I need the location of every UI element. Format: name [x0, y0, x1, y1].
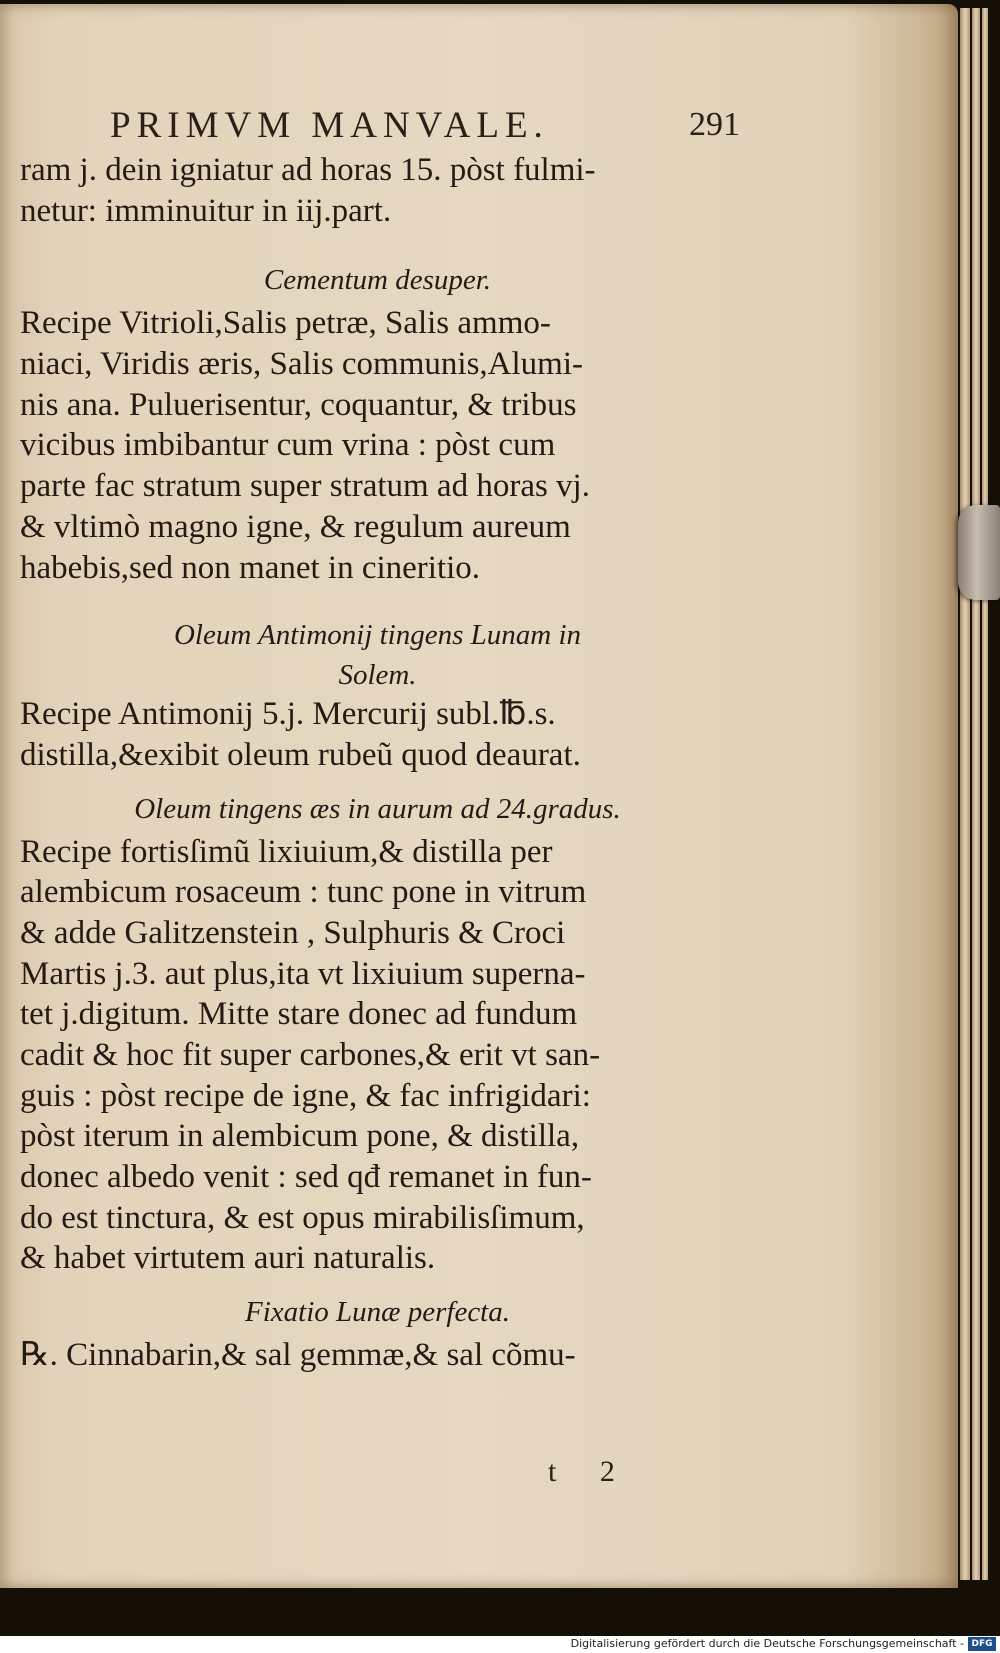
text-line: distilla,&exibit oleum rubeũ quod deaurat.: [20, 736, 581, 773]
text-line: habebis,sed non manet in cineritio.: [20, 549, 481, 586]
section-oleum-tingens: [20, 790, 735, 1280]
text-line: Recipe Antimonij 5.j. Mercurij subl.℔.s.: [20, 696, 556, 733]
section-heading: Cementum desuper.: [263, 264, 492, 297]
header-title: PRIMVM MANVALE.: [110, 105, 549, 146]
section-heading: Oleum tingens æs in aurum ad 24.gradus.: [134, 792, 621, 825]
section-oleum-antimonij: [20, 616, 735, 775]
section-fixatio-lunae: [20, 1293, 735, 1376]
text-line: netur: imminuitur in iij.part.: [20, 192, 392, 229]
page-edge: [960, 8, 970, 1580]
text-line: parte fac stratum super stratum ad horas vj.: [20, 468, 590, 505]
text-line: nis ana. Puluerisentur, coquantur, & tribus: [20, 386, 577, 423]
text-line: guis : pòst recipe de igne, & fac infrigidari:: [20, 1077, 591, 1114]
text-line: donec albedo venit : sed qđ remanet in fun-: [20, 1159, 592, 1196]
text-line: ℞. Cinnabarin,& sal gemmæ,& sal cõmu-: [20, 1337, 576, 1374]
text-line: do est tinctura, & est opus mirabilisſimum,: [20, 1199, 585, 1236]
text-line: pòst iterum in alembicum pone, & distilla,: [20, 1118, 580, 1155]
dfg-logo: DFG: [968, 1637, 996, 1651]
running-header: [110, 104, 740, 144]
text-line: vicibus imbibantur cum vrina : pòst cum: [20, 427, 556, 464]
footer-credit: Digitalisierung gefördert durch die Deutsche Forschungsgemeinschaft -: [570, 1637, 964, 1650]
text-line: ram j. dein igniatur ad horas 15. pòst fulmi-: [20, 152, 596, 188]
text-line: Recipe fortisſimũ lixiuium,& distilla per: [20, 833, 553, 870]
page-edge: [972, 8, 980, 1580]
section-cementum: [20, 261, 735, 588]
text-line: & habet virtutem auri naturalis.: [20, 1240, 436, 1277]
section-heading-continued: Solem.: [338, 659, 417, 692]
section-heading: Oleum Antimonij tingens Lunam in: [173, 619, 582, 652]
section-heading: Fixatio Lunæ perfecta.: [245, 1296, 510, 1329]
page-number: 291: [689, 106, 740, 143]
page-edge: [982, 8, 988, 1580]
text-line: Martis j.3. aut plus,ita vt lixiuium superna-: [20, 955, 586, 992]
text-line: & vltimò magno igne, & regulum aureum: [20, 508, 571, 545]
body-text: [20, 150, 735, 1376]
bookmark-tab: [958, 505, 1000, 600]
section-continuation: [20, 150, 735, 231]
text-line: & adde Galitzenstein , Sulphuris & Croci: [20, 914, 566, 951]
text-line: tet j.digitum. Mitte stare donec ad fundum: [20, 996, 578, 1033]
catchword: t 2: [548, 1455, 633, 1488]
text-line: alembicum rosaceum : tunc pone in vitrum: [20, 874, 587, 911]
text-line: niaci, Viridis æris, Salis communis,Alumi-: [20, 346, 583, 383]
text-line: cadit & hoc fit super carbones,& erit vt san-: [20, 1037, 601, 1073]
text-line: Recipe Vitrioli,Salis petræ, Salis ammo-: [20, 305, 551, 342]
